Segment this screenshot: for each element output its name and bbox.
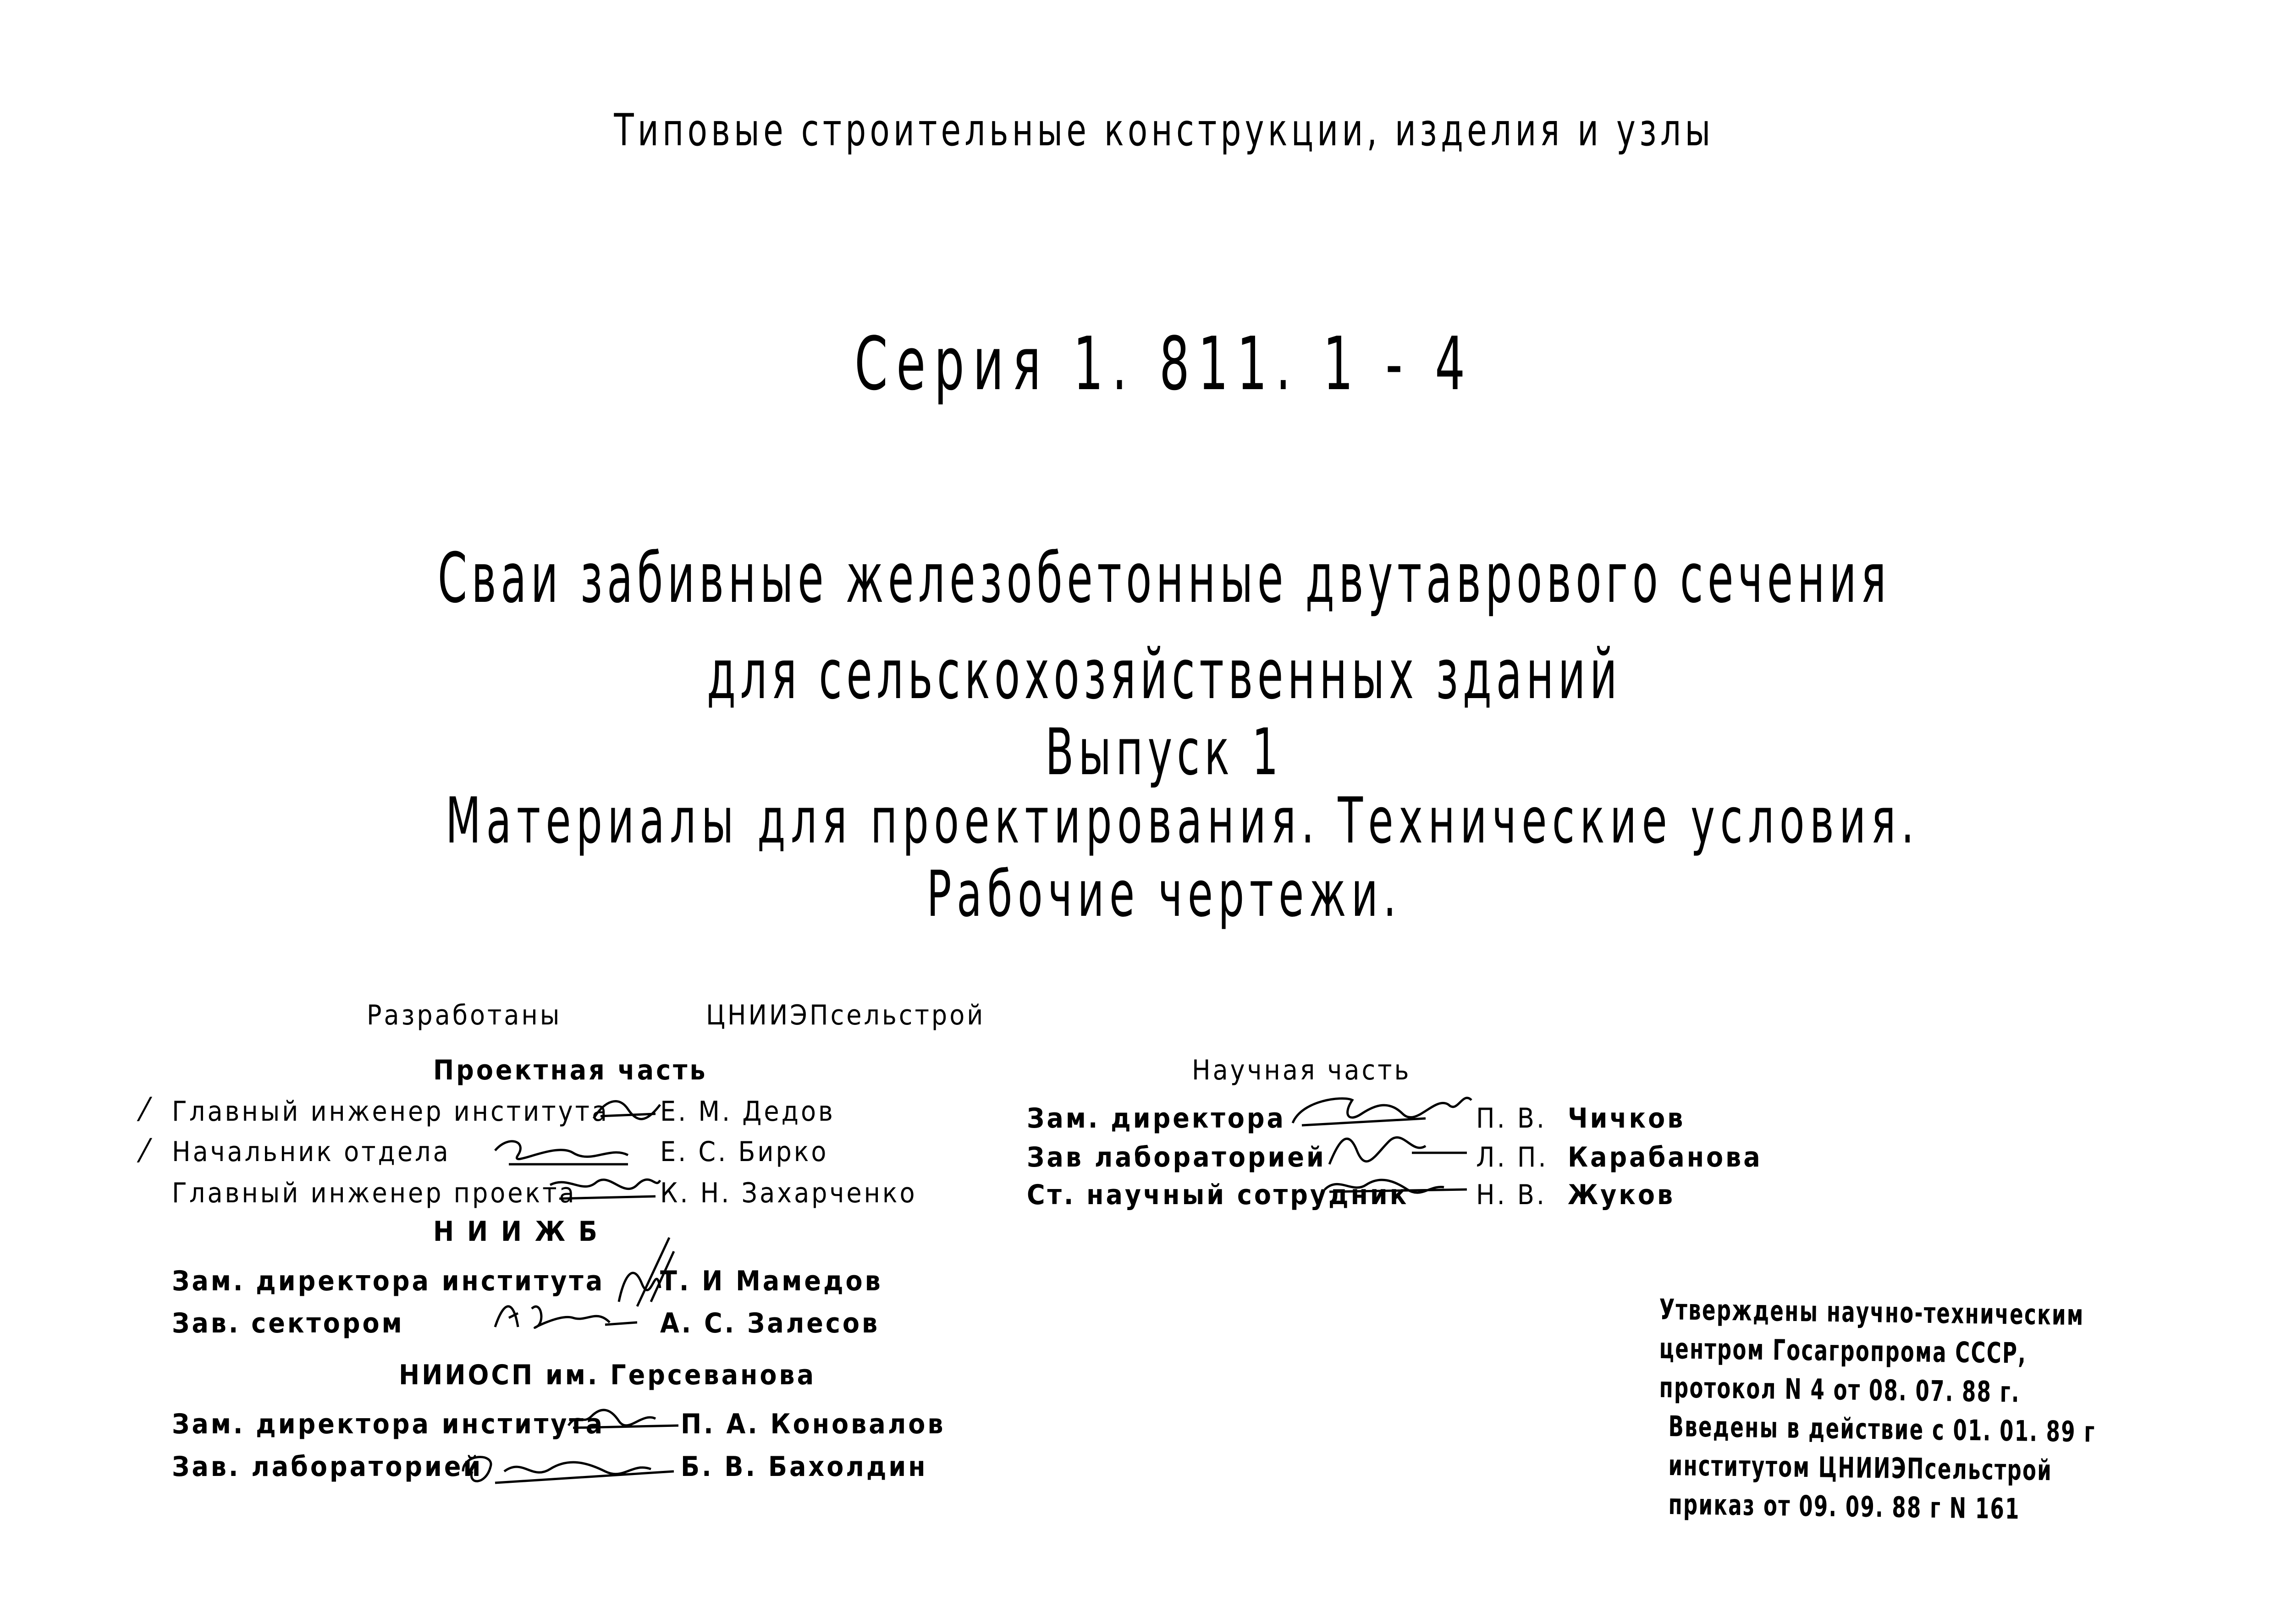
niizhb-name-1: Т. И Мамедов	[660, 1265, 883, 1297]
science-initials-2: Л. П.	[1476, 1141, 1548, 1173]
subtitle-line-1: Материалы для проектирования. Технические условия.	[445, 784, 1920, 858]
design-name-2: Е. С. Бирко	[660, 1136, 829, 1168]
science-role-3: Ст. научный сотрудник	[1027, 1179, 1409, 1211]
issue-label: Выпуск 1	[1045, 715, 1283, 790]
science-role-2: Зав лабораторией	[1027, 1141, 1326, 1173]
main-title-line-2: для сельскохозяйственных зданий	[706, 635, 1622, 715]
signature-karabanova	[1320, 1123, 1471, 1169]
design-role-1: Главный инженер института	[172, 1096, 610, 1128]
niiosp-heading: НИИОСП им. Герсеванова	[399, 1359, 816, 1391]
approval-line-4: Введены в действие с 01. 01. 89 г	[1668, 1409, 2096, 1449]
design-part-heading: Проектная часть	[433, 1054, 708, 1086]
science-part-heading: Научная часть	[1192, 1054, 1411, 1086]
approval-line-6: приказ от 09. 09. 88 г N 161	[1668, 1487, 2021, 1526]
series-number: Серия 1. 811. 1 - 4	[854, 321, 1474, 407]
signature-dedov	[591, 1091, 665, 1128]
signature-bakholdin	[458, 1444, 678, 1494]
science-role-1: Зам. директора	[1027, 1102, 1286, 1134]
niizhb-role-1: Зам. директора института	[172, 1265, 605, 1297]
science-surname-3: Жуков	[1568, 1179, 1675, 1211]
developed-org: ЦНИИЭПсельстрой	[706, 999, 986, 1031]
approval-line-5: институтом ЦНИИЭПсельстрой	[1668, 1448, 2053, 1487]
approval-line-3: протокол N 4 от 08. 07. 88 г.	[1659, 1371, 2021, 1409]
signature-konovalov	[564, 1393, 678, 1435]
mark-slash: ⁄	[142, 1091, 147, 1129]
design-name-1: Е. М. Дедов	[660, 1096, 835, 1128]
niizhb-name-2: А. С. Залесов	[660, 1307, 880, 1339]
science-surname-2: Карабанова	[1568, 1141, 1763, 1173]
science-initials-1: П. В.	[1476, 1102, 1547, 1134]
niiosp-name-1: П. А. Коновалов	[681, 1408, 946, 1440]
header-title: Типовые строительные конструкции, изделия и узлы	[614, 105, 1714, 156]
main-title-line-1: Сваи забивные железобетонные двутаврового сечения	[437, 539, 1891, 618]
niiosp-role-1: Зам. директора института	[172, 1408, 605, 1440]
developed-label: Разработаны	[367, 999, 562, 1031]
design-role-2: Начальник отдела	[172, 1136, 451, 1168]
signature-zalesov	[490, 1290, 637, 1341]
science-surname-1: Чичков	[1568, 1102, 1686, 1134]
design-role-3: Главный инженер проекта	[172, 1177, 577, 1209]
design-name-3: К. Н. Захарченко	[660, 1177, 917, 1209]
niizhb-role-2: Зав. сектором	[172, 1307, 404, 1339]
approval-line-1: Утверждены научно-техническим	[1659, 1293, 2085, 1332]
science-initials-3: Н. В.	[1476, 1179, 1547, 1211]
signature-zakharchenko	[545, 1171, 665, 1212]
niiosp-name-2: Б. В. Бахолдин	[681, 1451, 928, 1483]
subtitle-line-2: Рабочие чертежи.	[926, 857, 1402, 931]
signature-zhukov	[1320, 1167, 1471, 1208]
niiosp-role-2: Зав. лабораторией	[172, 1451, 483, 1483]
niizhb-heading: Н И И Ж Б	[433, 1216, 600, 1248]
signature-birko	[490, 1132, 637, 1173]
mark-slash: ⁄	[142, 1132, 147, 1170]
approval-line-2: центром Госагропрома СССР,	[1659, 1332, 2027, 1370]
